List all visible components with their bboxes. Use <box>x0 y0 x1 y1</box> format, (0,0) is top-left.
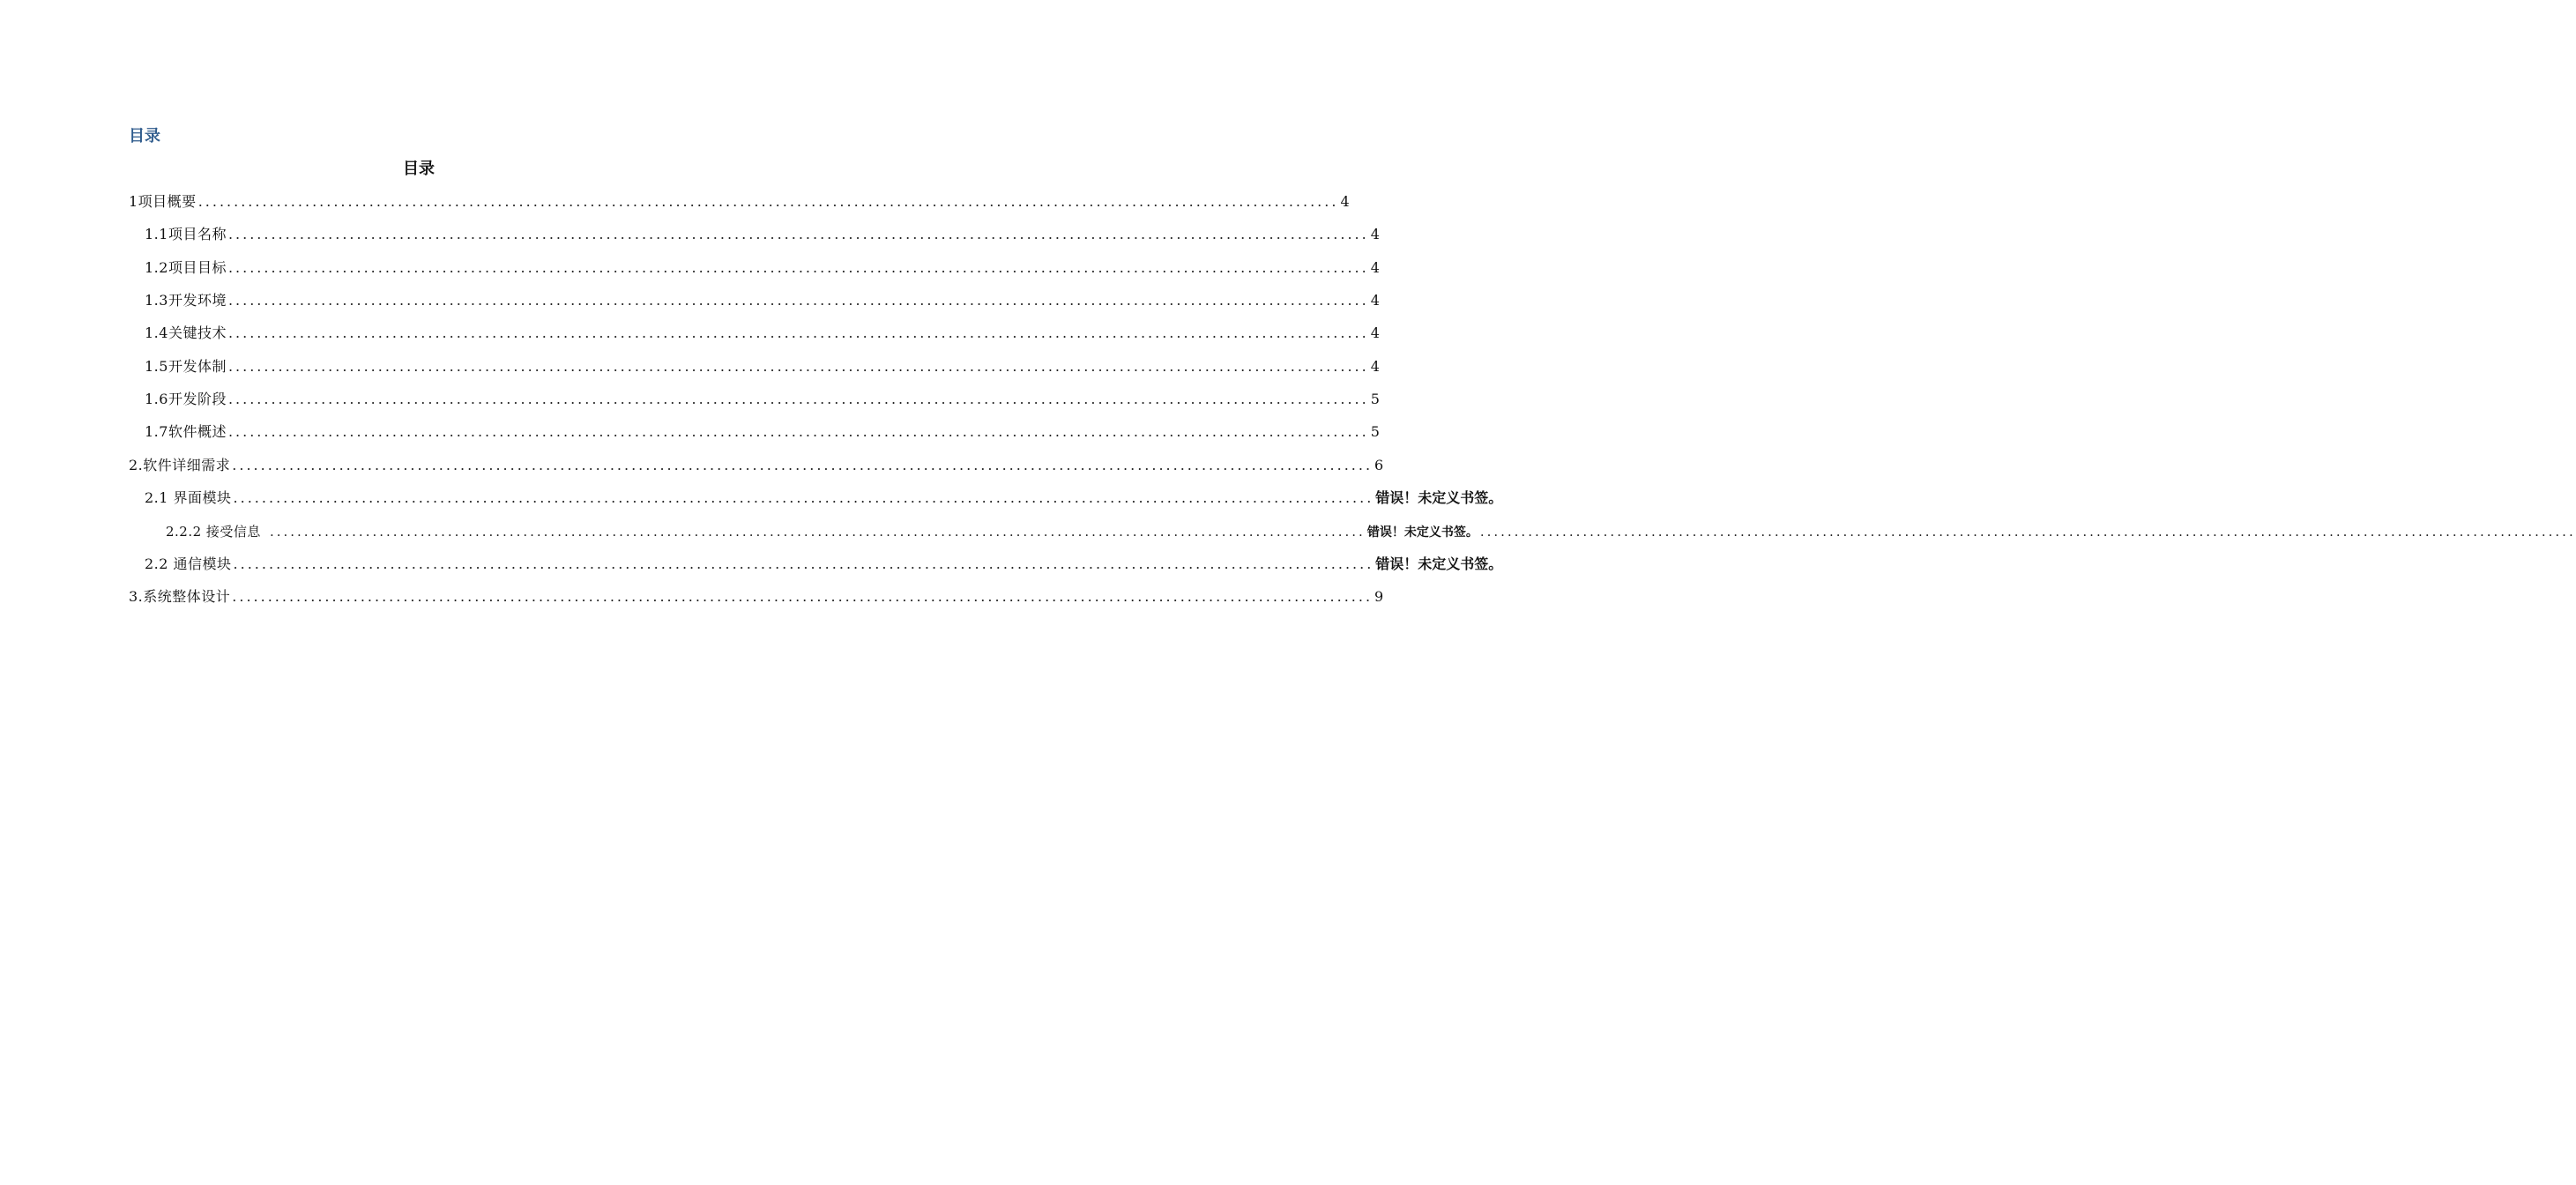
dot-leader: ................................................................................................................................................................ <box>233 555 1374 572</box>
toc-entry-page: 5 <box>1370 423 1380 440</box>
dot-leader: ................................................................................................................................................................ <box>227 358 1369 375</box>
toc-entry-page: 4 <box>1370 358 1380 375</box>
toc-entry[interactable] <box>129 191 1350 212</box>
dot-leader: ................................................................................................................................................................ <box>227 259 1369 276</box>
toc-entry-page: 6 <box>1374 457 1384 473</box>
toc-entry[interactable] <box>145 224 1380 245</box>
toc-entry[interactable] <box>166 521 2576 542</box>
toc-entry-page: 4 <box>1370 226 1380 242</box>
dot-leader: ................................................................................................................................................................ <box>227 391 1369 407</box>
toc-entry[interactable] <box>145 356 1380 377</box>
toc-entry-label: 2.2.2 接受信息 <box>166 524 261 540</box>
toc-title: 目录 <box>403 160 435 178</box>
toc-entry-label: 1.2项目目标 <box>145 259 227 276</box>
dot-leader: ................................................................................................................................................................ <box>232 588 1374 605</box>
toc-entry-label: 1.6开发阶段 <box>145 391 227 407</box>
dot-leader: ................................................................................................................................................................ <box>227 423 1369 440</box>
toc-entry-label: 1.3开发环境 <box>145 292 227 309</box>
toc-entry-page: 4 <box>1340 193 1350 210</box>
toc-entry-label: 1.4关键技术 <box>145 324 227 341</box>
toc-entry[interactable] <box>145 488 1503 509</box>
toc-entry-label: 2.软件详细需求 <box>129 457 231 473</box>
dot-leader: ................................................................................................................................................................ <box>1479 524 2576 540</box>
dot-leader: ................................................................................................................................................................ <box>227 324 1369 341</box>
toc-entry[interactable] <box>145 389 1380 410</box>
toc-entry-page: 9 <box>1374 588 1384 605</box>
toc-entry[interactable] <box>145 290 1380 311</box>
toc-entry[interactable] <box>145 323 1380 344</box>
dot-leader: ................................................................................................................................................................ <box>269 524 1366 540</box>
bookmark-error: 错误！未定义书签。 <box>1375 489 1503 506</box>
toc-entry-page: 5 <box>1370 391 1380 407</box>
contents-heading: 目录 <box>129 127 160 145</box>
toc-entry[interactable] <box>129 586 1384 607</box>
toc-entry[interactable] <box>129 455 1384 476</box>
toc-entry-label: 1.1项目名称 <box>145 226 227 242</box>
dot-leader: ................................................................................................................................................................ <box>227 292 1369 309</box>
toc-entry[interactable] <box>145 421 1380 443</box>
toc-entry-page: 4 <box>1370 292 1380 309</box>
toc-entry-label: 2.1 界面模块 <box>145 489 232 506</box>
toc-entry-label: 1.5开发体制 <box>145 358 227 375</box>
toc-entry-label: 1项目概要 <box>129 193 197 210</box>
toc-entry[interactable] <box>145 257 1380 279</box>
dot-leader: ................................................................................................................................................................ <box>227 226 1369 242</box>
toc-entry-page: 4 <box>1370 324 1380 341</box>
toc-entry-label: 2.2 通信模块 <box>145 555 232 572</box>
dot-leader: ................................................................................................................................................................ <box>197 193 1339 210</box>
toc-entry-label: 3.系统整体设计 <box>129 588 231 605</box>
dot-leader: ................................................................................................................................................................ <box>232 457 1374 473</box>
dot-leader: ................................................................................................................................................................ <box>233 489 1374 506</box>
bookmark-error: 错误！未定义书签。 <box>1375 555 1503 572</box>
toc-entry-label: 1.7软件概述 <box>145 423 227 440</box>
bookmark-error: 错误！未定义书签。 <box>1366 525 1478 540</box>
toc-entry-page: 4 <box>1370 259 1380 276</box>
toc-entry[interactable] <box>145 554 1503 575</box>
